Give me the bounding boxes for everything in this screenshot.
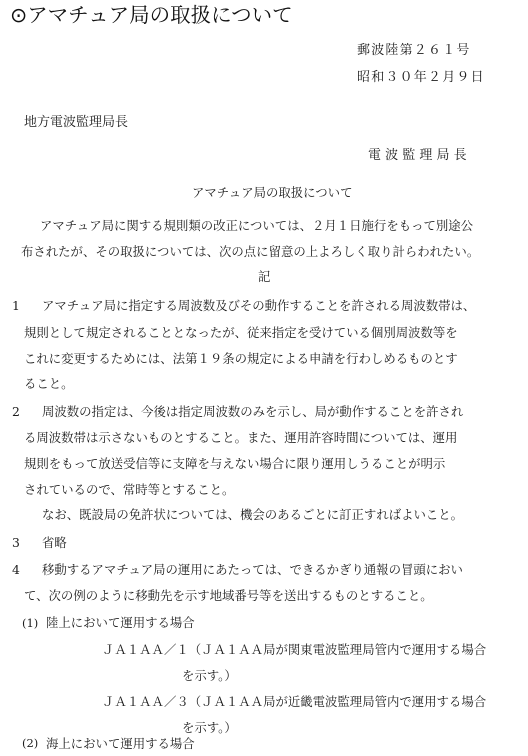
item-line: されているので、常時等とすること。 [24,482,235,497]
item-number: 2 [12,404,20,419]
example-line: を示す。） [182,720,237,735]
circle-dot-mark: ⊙ [10,3,28,27]
item-line: て、次の例のように移動先を示す地域番号等を送出するものとすること。 [24,588,433,603]
example-line: ＪＡ１ＡＡ／３（ＪＡ１ＡＡ局が近畿電波監理局管内で運用する場合 [102,694,487,709]
item-line: ること。 [24,376,74,391]
addressee: 地方電波監理局長 [24,115,129,130]
item-line: 規則をもって放送受信等に支障を与えない場合に限り運用しうることが明示 [24,456,446,471]
item-line: アマチュア局に指定する周波数及びその動作することを許される周波数帯は、 [42,298,476,313]
subitem-number: (2) [22,736,39,750]
item-line: る周波数帯は示さないものとすること。また、運用許容時間については、運用 [24,430,458,445]
example-line: ＪＡ１ＡＡ／１（ＪＡ１ＡＡ局が関東電波監理局管内で運用する場合 [102,642,487,657]
document-title [10,5,293,26]
item-number: 3 [12,535,20,550]
example-line: を示す。） [182,668,237,683]
intro-line: アマチュア局に関する規則類の改正については、２月１日施行をもって別途公 [40,218,474,233]
item-line: 周波数の指定は、今後は指定周波数のみを示し、局が動作することを許され [42,404,464,419]
sender: 電 波 監 理 局 長 [368,148,467,163]
item-line: 規則として規定されることとなったが、従来指定を受けている個別周波数等を [24,325,458,340]
item-line: 移動するアマチュア局の運用にあたっては、できるかぎり通報の冒頭におい [42,562,463,577]
item-line: これに変更するためには、法第１９条の規定による申請を行わしめるものとす [24,351,458,366]
item-line: なお、既設局の免許状については、機会のあるごとに訂正すればよいこと。 [42,507,464,522]
ki-heading: 記 [258,269,271,284]
item-number: 4 [12,562,20,577]
document-title-text: アマチュア局の取扱について [27,3,293,27]
subitem-label: 陸上において運用する場合 [46,615,195,630]
notice-number: 郵波陸第２６１号 [357,43,471,58]
item-number: 1 [12,298,20,313]
notice-date: 昭和３０年２月９日 [357,70,485,85]
intro-line: 布されたが、その取扱については、次の点に留意の上よろしく取り計らわれたい。 [21,244,480,259]
subitem-label: 海上において運用する場合 [46,736,195,751]
subject: アマチュア局の取扱について [192,185,353,200]
subitem-number: (1) [22,616,39,630]
item-line: 省略 [42,535,67,550]
